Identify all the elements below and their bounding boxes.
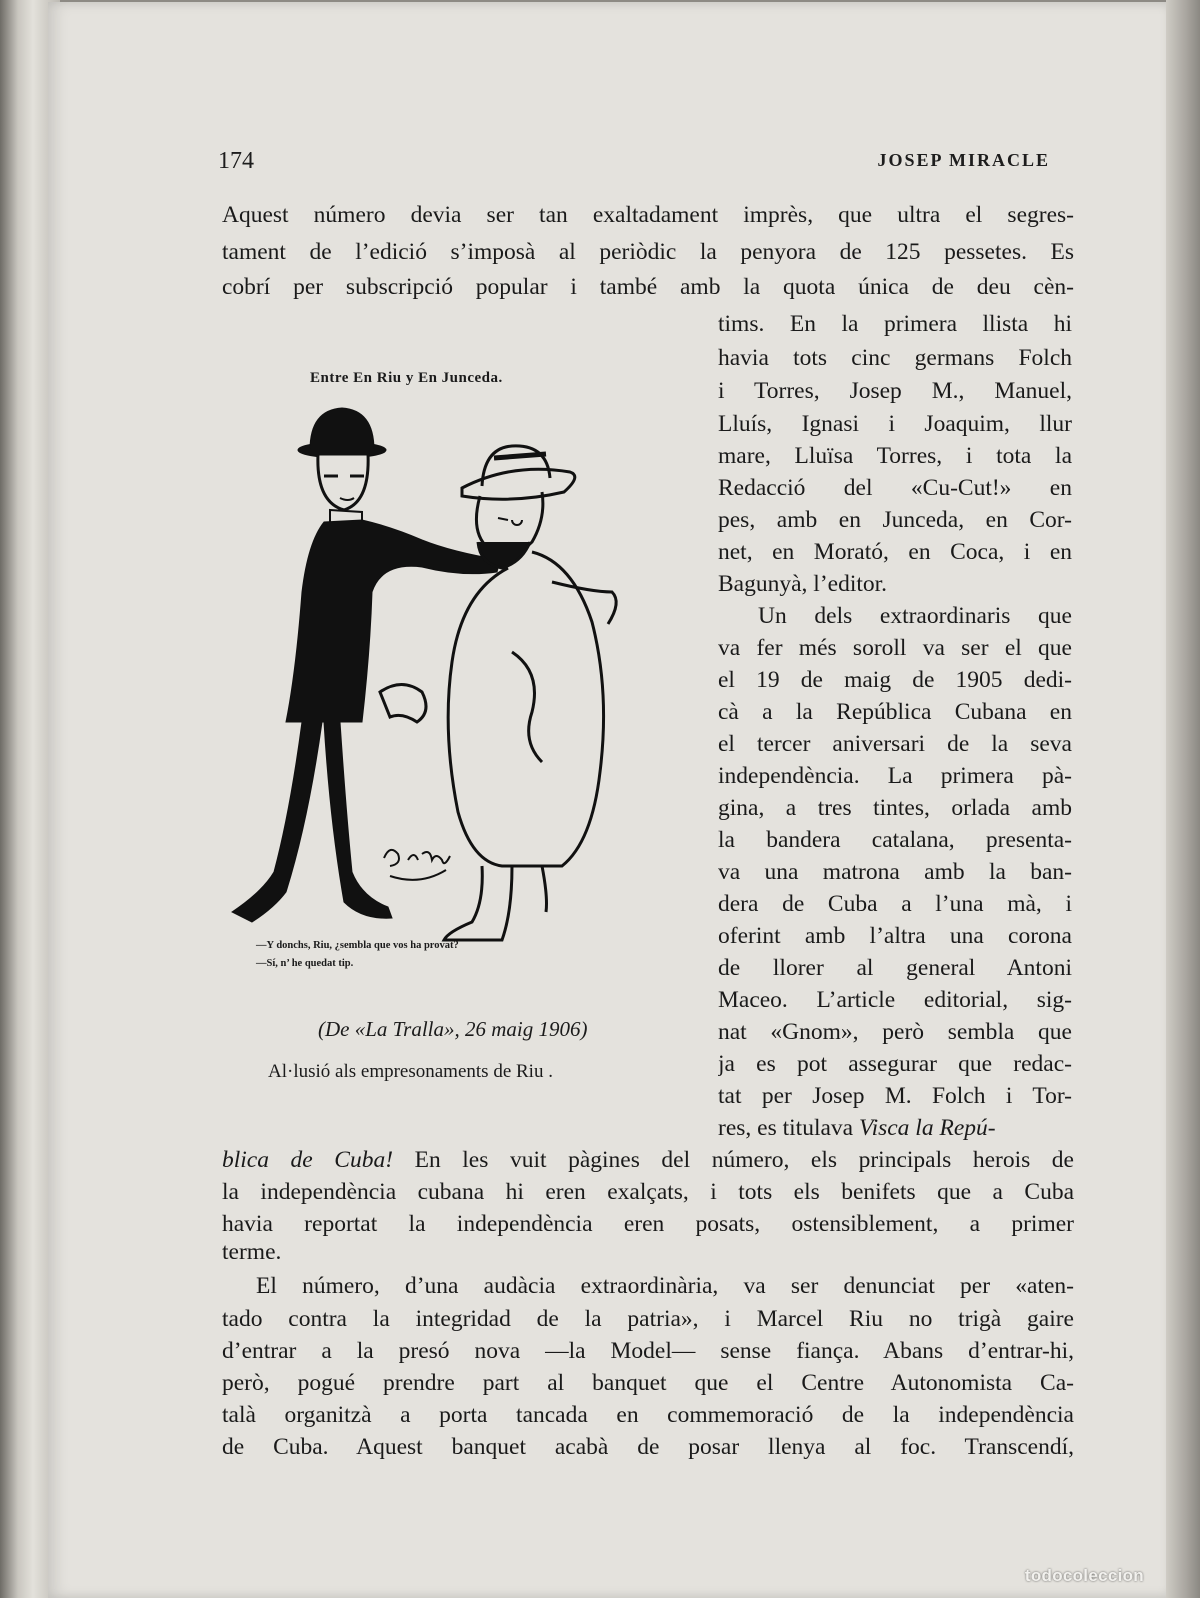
text-line: tado contra la integridad de la patria», i Marcel Riu no trigà gaire bbox=[222, 1306, 1074, 1332]
text-line: havia tots cinc germans Folch bbox=[718, 345, 1072, 371]
figure-riu bbox=[232, 408, 500, 922]
dialogue-line-1: —Y donchs, Riu, ¿sembla que vos ha provat? bbox=[256, 940, 459, 951]
cartoon-illustration bbox=[212, 360, 662, 980]
text-line: i Torres, Josep M., Manuel, bbox=[718, 378, 1072, 404]
illustration-source-caption: (De «La Tralla», 26 maig 1906) bbox=[318, 1017, 588, 1041]
text-line: mare, Lluïsa Torres, i tota la bbox=[718, 443, 1072, 469]
text-line: Redacció del «Cu-Cut!» en bbox=[718, 475, 1072, 501]
page-number: 174 bbox=[218, 148, 254, 174]
text-line: nat «Gnom», però sembla que bbox=[718, 1019, 1072, 1045]
italic-title-end: blica de Cuba! bbox=[222, 1147, 394, 1173]
artist-signature bbox=[384, 850, 450, 880]
text-line: net, en Morató, en Coca, i en bbox=[718, 539, 1072, 565]
text-line bbox=[718, 1112, 1072, 1144]
text-line: de Cuba. Aquest banquet acabà de posar llenya al foc. Transcendí, bbox=[222, 1434, 1074, 1460]
text-line: de llorer al general Antoni bbox=[718, 955, 1072, 981]
text-line: El número, d’una audàcia extraordinària, va ser denunciat per «aten- bbox=[256, 1273, 1074, 1299]
text-line: el tercer aniversari de la seva bbox=[718, 731, 1072, 757]
text-line: cobrí per subscripció popular i també amb la quota única de deu cèn- bbox=[222, 274, 1074, 300]
text-line: talà organitzà a porta tancada en commemoració de la independència bbox=[222, 1402, 1074, 1428]
text-line: dera de Cuba a l’una mà, i bbox=[718, 891, 1072, 917]
italic-title: Visca la Repú- bbox=[858, 1115, 996, 1141]
book-right-edge bbox=[1166, 0, 1200, 1598]
text-line: el 19 de maig de 1905 dedi- bbox=[718, 667, 1072, 693]
text-line: Aquest número devia ser tan exaltadament imprès, que ultra el segres- bbox=[222, 202, 1074, 228]
text-line: d’entrar a la presó nova —la Model— sense fiança. Abans d’entrar-hi, bbox=[222, 1338, 1074, 1364]
text-line: oferint amb l’altra una corona bbox=[718, 923, 1072, 949]
text-line: va una matrona amb la ban- bbox=[718, 859, 1072, 885]
text-line: pes, amb en Junceda, en Cor- bbox=[718, 507, 1072, 533]
text-line: Un dels extraordinaris que bbox=[758, 603, 1072, 629]
text-line: gina, a tres tintes, orlada amb bbox=[718, 795, 1072, 821]
text-line: terme. bbox=[222, 1239, 282, 1265]
text-line: ja es pot assegurar que redac- bbox=[718, 1051, 1072, 1077]
running-header bbox=[218, 148, 1050, 182]
text-fragment: res, es titulava bbox=[718, 1115, 859, 1141]
illustration-caption: Al·lusió als empresonaments de Riu . bbox=[268, 1061, 553, 1082]
text-line: cà a la República Cubana en bbox=[718, 699, 1072, 725]
text-line bbox=[222, 1144, 1074, 1176]
text-line: havia reportat la independència eren posats, ostensiblement, a primer bbox=[222, 1211, 1074, 1237]
text-line: però, pogué prendre part al banquet que el Centre Autonomista Ca- bbox=[222, 1370, 1074, 1396]
text-line: tims. En la primera llista hi bbox=[718, 311, 1072, 337]
text-line: Maceo. L’article editorial, sig- bbox=[718, 987, 1072, 1013]
text-line: va fer més soroll va ser el que bbox=[718, 635, 1072, 661]
text-line: tament de l’edició s’imposà al periòdic la penyora de 125 pessetes. Es bbox=[222, 239, 1074, 265]
text-line: tat per Josep M. Folch i Tor- bbox=[718, 1083, 1072, 1109]
illustration-title: Entre En Riu y En Junceda. bbox=[310, 370, 503, 386]
cartoon-drawing bbox=[212, 392, 662, 952]
text-line: independència. La primera pà- bbox=[718, 763, 1072, 789]
figure-junceda bbox=[444, 446, 616, 940]
text-fragment: En les vuit pàgines del número, els principals herois de bbox=[393, 1147, 1074, 1173]
text-line: Bagunyà, l’editor. bbox=[718, 571, 888, 597]
dialogue-line-2: —Sí, n’ he quedat tip. bbox=[256, 958, 354, 969]
text-line: la bandera catalana, presenta- bbox=[718, 827, 1072, 853]
text-line: la independència cubana hi eren exalçats, i tots els benifets que a Cuba bbox=[222, 1179, 1074, 1205]
running-title: JOSEP MIRACLE bbox=[877, 150, 1050, 170]
watermark-logo: todocoleccion bbox=[1024, 1566, 1144, 1585]
text-line: Lluís, Ignasi i Joaquim, llur bbox=[718, 411, 1072, 437]
